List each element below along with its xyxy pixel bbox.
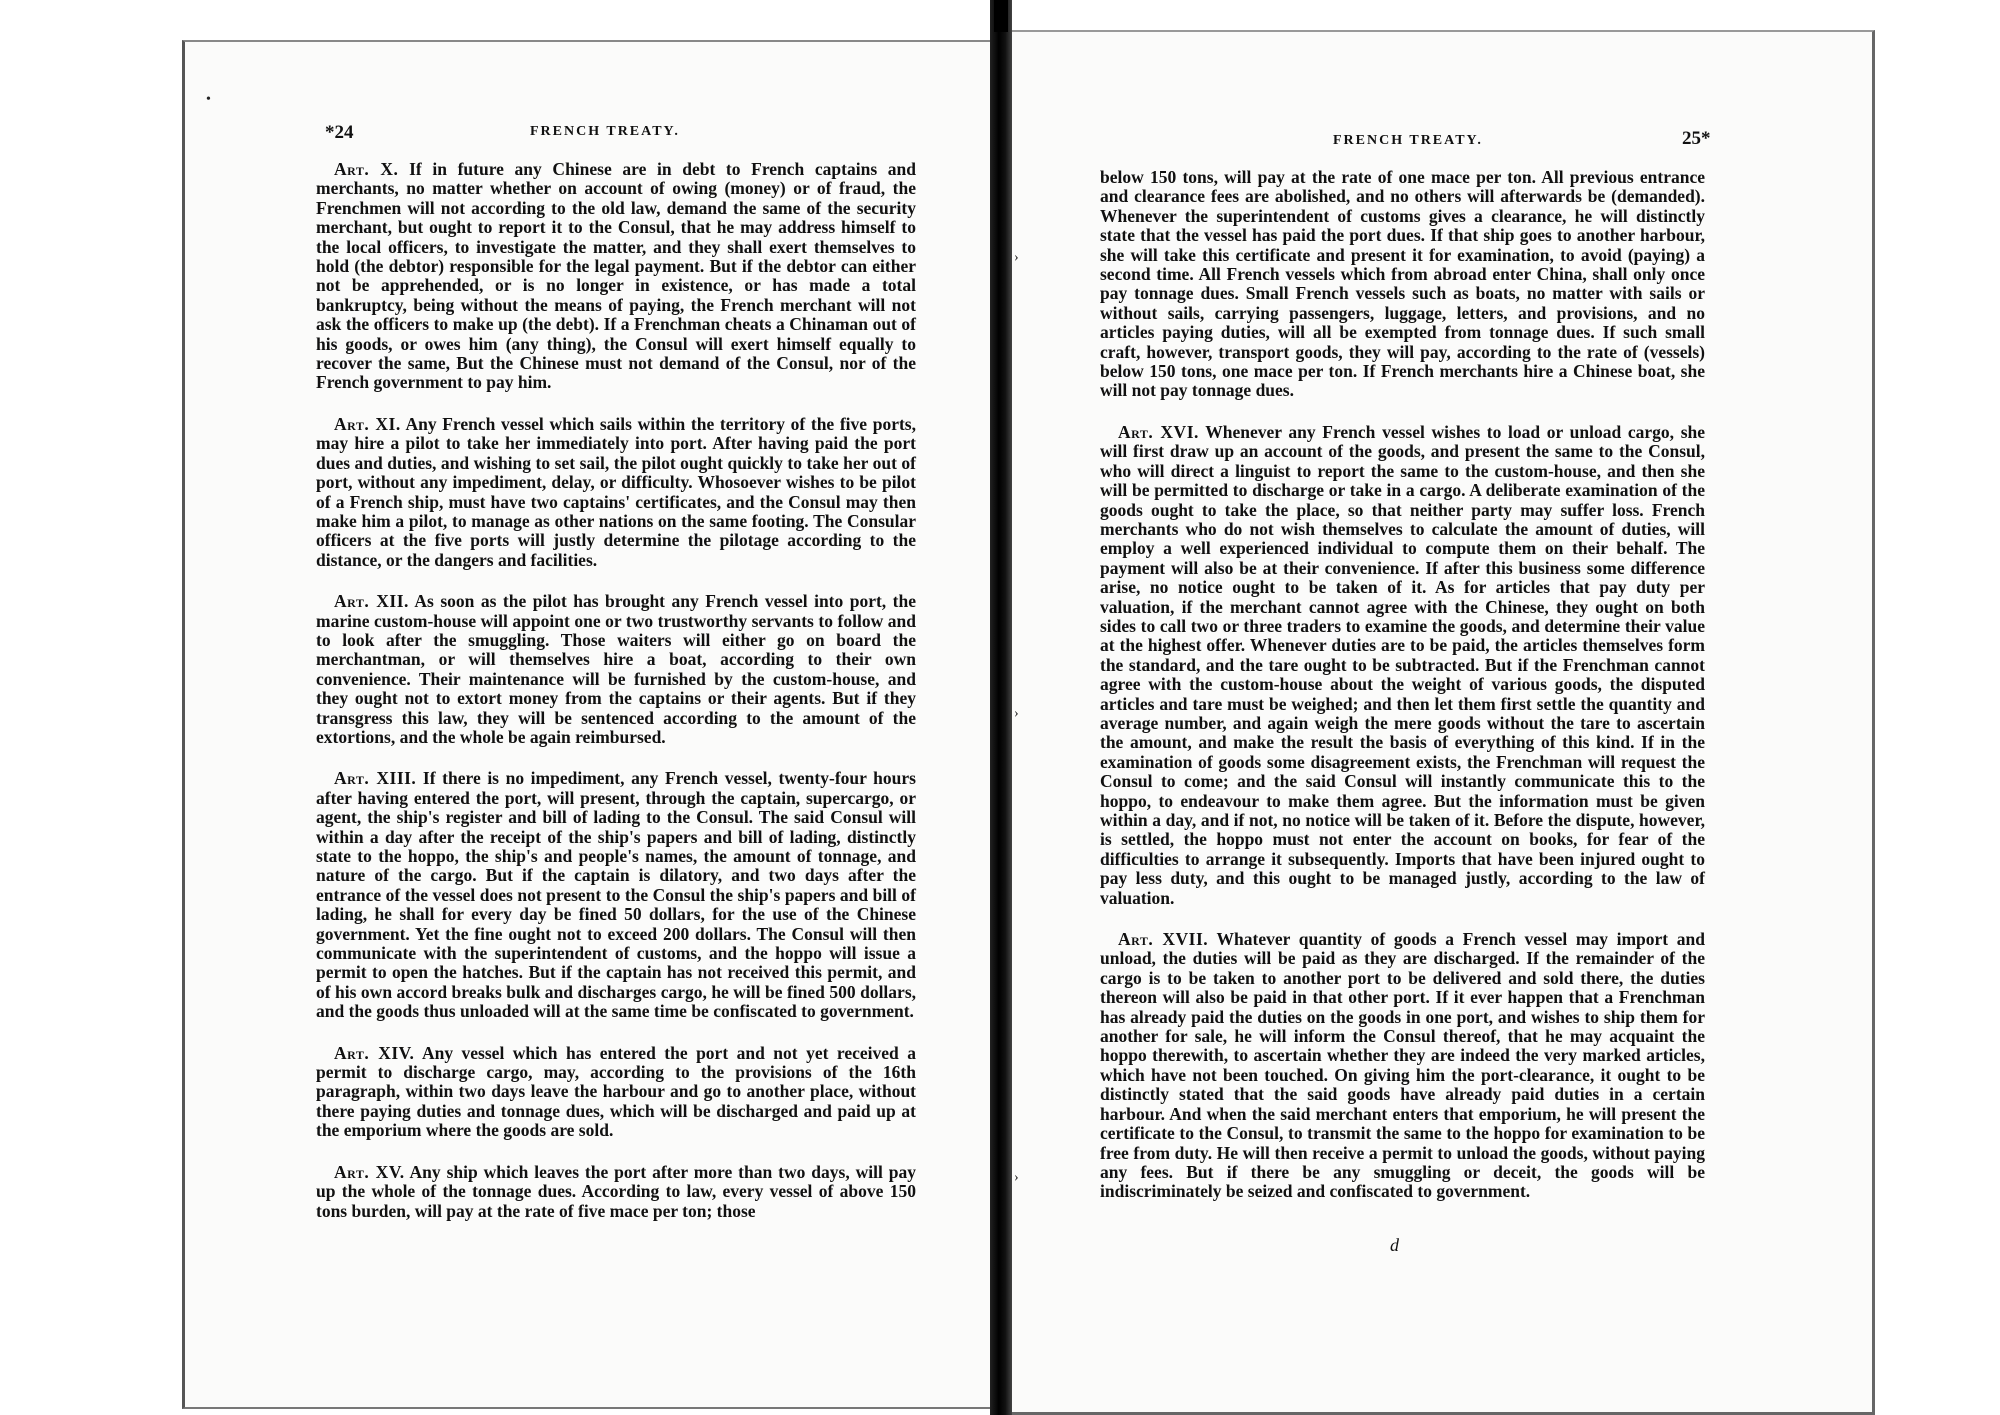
article-label: Art. X. — [334, 159, 399, 179]
article-label: Art. XII. — [334, 591, 409, 612]
continued-paragraph: below 150 tons, will pay at the rate of one mace per ton. All previous entrance and clearance fees are abolished, and no others will afterwards be (demanded). Whenever the superintendent of customs gives a clearance, he will distinctly state that the vessel has paid the port dues. If that ship goes to another harbour, she will take this certificate and present it for examination, to avoid (paying) a second time. All French vessels which from abroad enter China, shall only once pay tonnage dues. Small French vessels such as boats, no matter with sails or without sails, carrying passengers, luggage, letters, and provisions, and no articles paying duties, will all be exempted from tonnage dues. If such small craft, however, transport goods, they will pay, according to the rate of (vessels) below 150 tons, one mace per ton. If French merchants hire a Chinese boat, she will not pay tonnage dues. — [1100, 167, 1705, 401]
article-label: Art. XVII. — [1118, 929, 1209, 950]
article-text: If there is no impediment, any French vessel, twenty-four hours after having entered the port, will present, through the captain, supercargo, or agent, the ship's register and bill of lading to the Consul. The said Consul will within a day after the receipt of the ship's papers and bill of lading, distinctly state to the hoppo, the ship's and people's names, the amount of tonnage, and nature of the cargo. But if the captain is dilatory, and two days after the entrance of the vessel does not present to the Consul the ship's papers and bill of lading, he shall for every day be fined 50 dollars, for the use of the Chinese government. Yet the fine ought not to exceed 200 dollars. The Consul will then communicate with the superintendent of customs, and the hoppo will issue a permit to open the hatches. But if the captain has not received this permit, and of his own accord breaks bulk and discharges cargo, he will be fined 500 dollars, and the goods thus unloaded will at the same time be confiscated to government. — [316, 768, 916, 1022]
left-page-number: *24 — [325, 122, 354, 143]
right-running-head: FRENCH TREATY. — [1333, 133, 1483, 148]
right-page-number: 25* — [1682, 128, 1711, 149]
article-text: If in future any Chinese are in debt to French captains and merchants, no matter whether on account of owing (money) or of fraud, the Frenchmen will not according to the old law, demand the same of the security merchant, but ought to report it to the Consul, that he may address himself to the local officers, to investigate the matter, and they shall exert themselves to hold (the debtor) responsible for the legal payment. But if the debtor can either not be apprehended, or is no longer in existence, or has made a total bankruptcy, being without the means of paying, the French merchant will not ask the officers to make up (the debt). If a Frenchman cheats a Chinaman out of his goods, or owes him (any thing), the Consul will exert himself equally to recover the same, But the Chinese must not demand of the Consul, nor of the French government to pay him. — [316, 159, 917, 393]
article-label: Art. XVI. — [1118, 421, 1199, 442]
article-paragraph — [1100, 930, 1705, 1202]
article-label: Art. XIV. — [334, 1042, 415, 1063]
gutter-mark: › — [1014, 706, 1019, 721]
article-paragraph — [1100, 423, 1705, 908]
article-text: Any vessel which has entered the port and not yet received a permit to discharge cargo, may, according to the provisions of the 16th paragraph, within two days leave the harbour and go to another place, without there paying duties and tonnage dues, which will be discharged and paid up at the emporium where the goods are sold. — [316, 1042, 916, 1141]
article-paragraph — [316, 1163, 916, 1221]
article-paragraph — [316, 592, 916, 747]
article-text: Whatever quantity of goods a French vessel may import and unload, the duties will be paid as they are discharged. If the remainder of the cargo is to be taken to another port to be delivered and sold there, the duties thereon will also be paid in that other port. If it ever happen that a Frenchman has already paid the duties on the goods in one port, and wishes to ship them for another for sale, he will inform the Consul thereof, that he may acquaint the hoppo therewith, to ascertain whether they are indeed the very marked articles, which have not been touched. On giving him the port-clearance, it ought to be distinctly stated that the said goods have already paid duties in a certain harbour. And when the said merchant enters that emporium, he will present the certificate to the Consul, to transmit the same to the hoppo for examination to be free from duty. He will then receive a permit to unload the goods, without paying any fees. But if there be any smuggling or deceit, the goods will be indiscriminately be seized and confiscated to government. — [1100, 929, 1705, 1202]
article-text: As soon as the pilot has brought any French vessel into port, the marine custom-house will appoint one or two trustworthy servants to follow and to look after the smuggling. Those waiters will either go on board the merchantman, or will themselves hire a boat, according to their own convenience. Their maintenance will be furnished by the custom-house, and they ought not to extort money from the captains or their agents. But if they transgress this law, they will be sentenced according to the amount of the extortions, and the whole be again reimbursed. — [316, 591, 916, 747]
page-speck: • — [206, 92, 211, 107]
article-text: Any ship which leaves the port after more than two days, will pay up the whole of the tonnage dues. According to law, every vessel of above 150 tons burden, will pay at the rate of five mace per ton; those — [316, 1161, 916, 1221]
article-paragraph — [316, 415, 916, 570]
article-label: Art. XV. — [334, 1161, 405, 1182]
article-text: Any French vessel which sails within the territory of the five ports, may hire a pilot to take her immediately into port. After having paid the port dues and duties, and wishing to set sail, the pilot ought quickly to take her out of port, without any impediment, delay, or difficulty. Whosoever wishes to be pilot of a French ship, must have two captains' certificates, and the Consul may then make him a pilot, to manage as other nations on the same footing. The Consular officers at the five ports will justly determine the pilotage according to the distance, or the dangers and facilities. — [316, 413, 916, 570]
left-text-column — [316, 160, 916, 1243]
signature-mark: d — [1390, 1235, 1399, 1255]
article-label: Art. XI. — [334, 413, 401, 434]
article-paragraph — [316, 769, 916, 1021]
left-running-head: FRENCH TREATY. — [530, 124, 680, 139]
gutter-mark: › — [1014, 1170, 1019, 1185]
article-label: Art. XIII. — [334, 768, 417, 789]
article-text: Whenever any French vessel wishes to load or unload cargo, she will first draw up an account of the goods, and present the same to the Consul, who will direct a linguist to report the same to the custom-house, and then she will be permitted to discharge or take in a cargo. A deliberate examination of the goods ought to take the place, so that neither party may suffer loss. French merchants who do not wish themselves to calculate the amount of duties, will employ a well experienced individual to compute them on their behalf. The payment will also be at their convenience. If after this business some difference arise, no notice ought to be taken of it. As for articles that pay duty per valuation, if the merchant cannot agree with the Chinese, they ought on both sides to call two or three traders to examine the goods, and determine their value at the highest offer. Whenever duties are to be paid, the articles themselves form the standard, and the tare ought to be subtracted. But if the Frenchman cannot agree with the custom-house about the weight of various goods, the disputed articles and tare must be weighed; and then let them first settle the quantity and average number, and again weigh the mere goods without the tare to ascertain the amount, and make the result the basis of everything of this kind. If in the examination of goods some disagreement exists, the Frenchman will request the Consul to come; and the said Consul will instantly communicate this to the hoppo, to endeavour to make them agree. But the information must be given within a day, and if not, no notice will be taken of it. Before the dispute, however, is settled, the hoppo must not enter the account on books, for fear of the difficulties to arrange it subsequently. Imports that have been injured ought to pay less duty, and this ought to be managed justly, according to the law of valuation. — [1100, 421, 1705, 908]
article-paragraph — [316, 1044, 916, 1141]
book-spine — [990, 0, 1012, 1415]
article-paragraph — [316, 160, 916, 393]
right-text-column — [1100, 168, 1705, 1224]
gutter-mark: › — [1014, 250, 1019, 265]
spine-shadow — [994, 0, 1008, 32]
